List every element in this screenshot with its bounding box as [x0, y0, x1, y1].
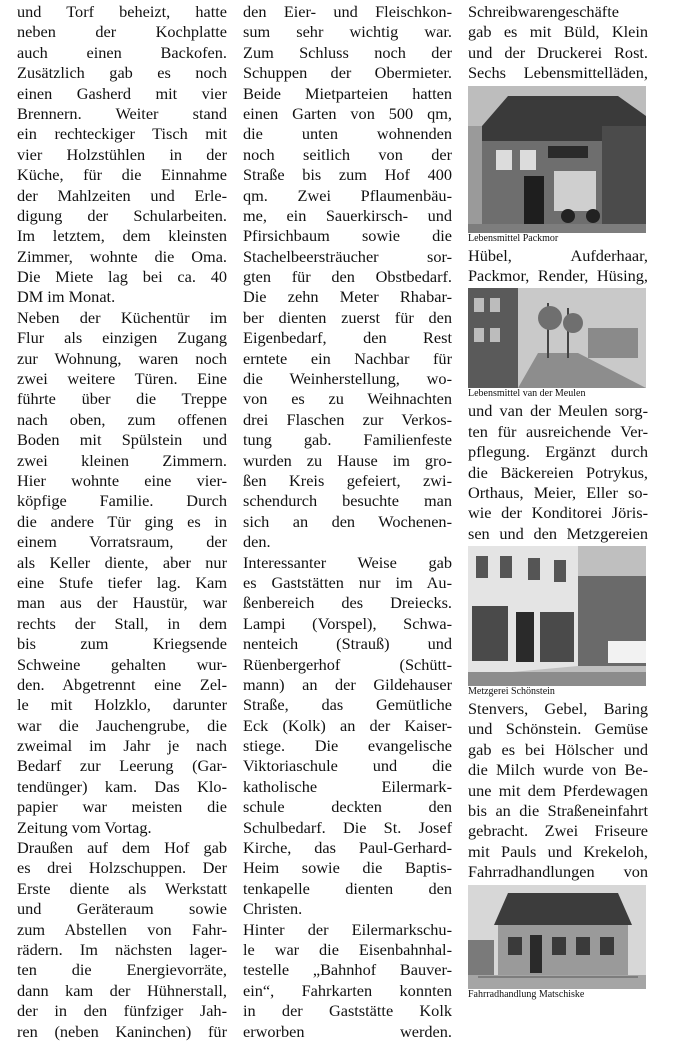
text-line: es Gaststätten nur im Au- — [243, 572, 452, 592]
text-line: der Mahlzeiten und Erle- — [17, 185, 227, 205]
text-line: Bedarf zur Leerung (Gar- — [17, 756, 227, 776]
text-line: Rüenbergerhof (Schütt- — [243, 654, 452, 674]
text-line: Brennern. Weiter stand — [17, 103, 227, 123]
text-line: ten für ausreichende Ver- — [468, 421, 648, 441]
text-line: ein rechteckiger Tisch mit — [17, 124, 227, 144]
column3-paragraph-1 — [468, 2, 648, 84]
text-line: Erste diente als Werkstatt — [17, 878, 227, 898]
text-line: digung der Schularbeiten. — [17, 205, 227, 225]
text-line: bis zum Kriegsende — [17, 634, 227, 654]
text-line: une mit dem Pferdewagen — [468, 780, 648, 800]
text-line: sum sehr wichtig war. — [243, 22, 452, 42]
text-line: einen Gasherd mit vier — [17, 83, 227, 103]
text-line: Boden mit Spülstein und — [17, 430, 227, 450]
photo-lebensmittel-van-der-meulen — [468, 288, 646, 388]
text-line: le war die Eisenbahnhal- — [243, 939, 452, 959]
text-line: den Eier- und Fleischkon- — [243, 2, 452, 21]
text-line: Neben der Küchentür im — [17, 307, 227, 327]
text-line: den. Abgetrennt eine Zel- — [17, 674, 227, 694]
text-line: die andere Tür ging es in — [17, 511, 227, 531]
text-line: nenteich (Strauß) und — [243, 634, 452, 654]
text-line: gten für den Obstbedarf. — [243, 267, 452, 287]
text-line: mit Pauls und Krekeloh, — [468, 841, 648, 861]
text-line: papier war meisten die — [17, 797, 227, 817]
text-line: Zimmer, wohnte die Oma. — [17, 246, 227, 266]
text-line: bis an die Straßeneinfahrt — [468, 801, 648, 821]
text-line: Eck (Kolk) an der Kaiser- — [243, 715, 452, 735]
text-line: Die zehn Meter Rhabar- — [243, 287, 452, 307]
text-line: führte über die Treppe — [17, 389, 227, 409]
text-line: Pfirsichbaum sowie die — [243, 226, 452, 246]
text-line: von es zu Weihnachten — [243, 389, 452, 409]
photo-metzgerei-schoenstein — [468, 546, 646, 686]
text-line: zum Abstellen von Fahr- — [17, 919, 227, 939]
text-line: Schweine gehalten wur- — [17, 654, 227, 674]
text-line: sen und den Metzgereien — [468, 523, 648, 543]
text-line: schendurch besuchte man — [243, 491, 452, 511]
text-line: Christen. — [243, 899, 303, 919]
text-line: Interessanter Weise gab — [243, 552, 452, 572]
text-line: Kirche, das Paul-Gerhard- — [243, 838, 452, 858]
column3-paragraph-2 — [468, 246, 648, 287]
text-line: eine Stufe tiefer lag. Kam — [17, 572, 227, 592]
text-line: köpfige Familie. Durch — [17, 491, 227, 511]
text-line: tung gab. Familienfeste — [243, 430, 452, 450]
text-column-3 — [468, 2, 648, 1002]
photo-lebensmittel-packmor — [468, 86, 646, 233]
text-line: Packmor, Render, Hüsing, — [468, 265, 648, 285]
text-line: Lampi (Vorspel), Schwa- — [243, 613, 452, 633]
column3-paragraph-4 — [468, 699, 648, 883]
text-line: Viktoriaschule und die — [243, 756, 452, 776]
text-line: me, ein Sauerkirsch- und — [243, 205, 452, 225]
text-line: einem Vorratsraum, der — [17, 532, 227, 552]
text-line: Stenvers, Gebel, Baring — [468, 699, 648, 719]
photo-fahrradhandlung-matschiske — [468, 885, 646, 989]
text-line: rechts der Stall, in dem — [17, 613, 227, 633]
text-line: Schulbedarf. Die St. Josef — [243, 817, 452, 837]
text-line: der in den fünfziger Jah- — [17, 1001, 227, 1021]
text-line: als Keller diente, aber nur — [17, 552, 227, 572]
text-line: dann kam der Hühnerstall, — [17, 980, 227, 1000]
text-line: Orthaus, Meier, Eller so- — [468, 482, 648, 502]
text-line: die unten wohnenden — [243, 124, 452, 144]
text-line: erworben werden. — [243, 1021, 452, 1041]
text-line: wurden zu Hause im gro- — [243, 450, 452, 470]
text-column-2 — [243, 2, 452, 1042]
photo-caption: Fahrradhandlung Matschiske — [468, 988, 585, 1000]
text-line: Sechs Lebensmittelläden, — [468, 63, 648, 83]
photo-caption: Lebensmittel Packmor — [468, 232, 559, 244]
text-line: Flur als einzigen Zugang — [17, 328, 227, 348]
text-line: gab es mit Büld, Klein — [468, 22, 648, 42]
text-line: war die Jauchengrube, die — [17, 715, 227, 735]
text-line: Zeitung vom Vortag. — [17, 817, 152, 837]
text-line: die Bäckereien Potrykus, — [468, 462, 648, 482]
photo-caption: Metzgerei Schönstein — [468, 686, 555, 698]
text-line: erntete ein Nachbar für — [243, 348, 452, 368]
text-line: rädern. Im nächsten lager- — [17, 939, 227, 959]
text-line: Die Miete lag bei ca. 40 — [17, 267, 227, 287]
text-line: ein“, Fahrkarten konnten — [243, 980, 452, 1000]
text-line: Hübel, Aufderhaar, — [468, 245, 648, 265]
text-line: man aus der Haustür, war — [17, 593, 227, 613]
text-line: schule deckten den — [243, 797, 452, 817]
text-line: tenkapelle dienten den — [243, 878, 452, 898]
text-line: zwei weitere Türen. Eine — [17, 369, 227, 389]
text-line: Zusätzlich gab es noch — [17, 63, 227, 83]
text-line: zwei kleinen Zimmern. — [17, 450, 227, 470]
text-line: nach oben, zum offenen — [17, 409, 227, 429]
text-line: und Schönstein. Gemüse — [468, 719, 648, 739]
text-line: Stachelbeersträucher sor- — [243, 246, 452, 266]
text-line: qm. Zwei Pflaumenbäu- — [243, 185, 452, 205]
text-line: Hinter der Eilermarkschu- — [243, 919, 452, 939]
text-line: ßen Kreis gefeiert, zwi- — [243, 470, 452, 490]
text-line: Draußen auf dem Hof gab — [17, 838, 227, 858]
text-line: ßenbereich des Dreiecks. — [243, 593, 452, 613]
text-line: noch seitlich von der — [243, 144, 452, 164]
text-line: ber dienten zuerst für den — [243, 307, 452, 327]
text-line: sich an den Wochenen- — [243, 511, 452, 531]
text-line: neben der Kochplatte — [17, 22, 227, 42]
text-line: Im letztem, dem kleinsten — [17, 226, 227, 246]
text-line: die Milch wurde von Be- — [468, 760, 648, 780]
text-line: und van der Meulen sorg- — [468, 401, 648, 421]
text-line: drei Flaschen zur Verkos- — [243, 409, 452, 429]
text-line: die Weinherstellung, wo- — [243, 369, 452, 389]
text-line: wie der Konditorei Jöris- — [468, 503, 648, 523]
text-line: Schuppen der Obermieter. — [243, 63, 452, 83]
text-line: Küche, für die Einnahme — [17, 165, 227, 185]
text-column-1 — [17, 2, 227, 1042]
text-line: und der Druckerei Rost. — [468, 42, 648, 62]
text-line: DM im Monat. — [17, 287, 116, 307]
text-line: und Torf beheizt, hatte — [17, 2, 227, 21]
text-line: ten die Energievorräte, — [17, 960, 227, 980]
text-line: Hier wohnte eine vier- — [17, 470, 227, 490]
column3-paragraph-3 — [468, 401, 648, 544]
text-line: Straße, das Gemütliche — [243, 695, 452, 715]
text-line: testelle „Bahnhof Bauver- — [243, 960, 452, 980]
text-line: ren (neben Kaninchen) für — [17, 1021, 227, 1041]
text-line: pflegung. Ergänzt durch — [468, 442, 648, 462]
text-line: und Geräteraum sowie — [17, 899, 227, 919]
text-line: Eigenbedarf, den Rest — [243, 328, 452, 348]
text-line: gab es bei Hölscher und — [468, 739, 648, 759]
text-line: mann) an der Gildehauser — [243, 674, 452, 694]
text-line: tendünger) kam. Das Klo- — [17, 776, 227, 796]
text-line: es drei Holzschuppen. Der — [17, 858, 227, 878]
text-line: Zum Schluss noch der — [243, 42, 452, 62]
text-line: katholische Eilermark- — [243, 776, 452, 796]
text-line: gebracht. Zwei Friseure — [468, 821, 648, 841]
text-line: Schreibwarengeschäfte — [468, 2, 619, 21]
text-line: Beide Mietparteien hatten — [243, 83, 452, 103]
text-line: Heim sowie die Baptis- — [243, 858, 452, 878]
text-line: Fahrradhandlungen von — [468, 862, 648, 882]
text-line: auch einen Backofen. — [17, 42, 227, 62]
text-line: den. — [243, 532, 271, 552]
text-line: einen Garten von 500 qm, — [243, 103, 452, 123]
text-line: vier Holzstühlen in der — [17, 144, 227, 164]
text-line: in der Gaststätte Kolk — [243, 1001, 452, 1021]
text-line: stiege. Die evangelische — [243, 736, 452, 756]
text-line: zur Wohnung, waren noch — [17, 348, 227, 368]
text-line: zweimal im Jahr je nach — [17, 736, 227, 756]
text-line: le mit Holzklo, darunter — [17, 695, 227, 715]
photo-caption: Lebensmittel van der Meulen — [468, 388, 586, 400]
text-line: Straße bis zum Hof 400 — [243, 165, 452, 185]
